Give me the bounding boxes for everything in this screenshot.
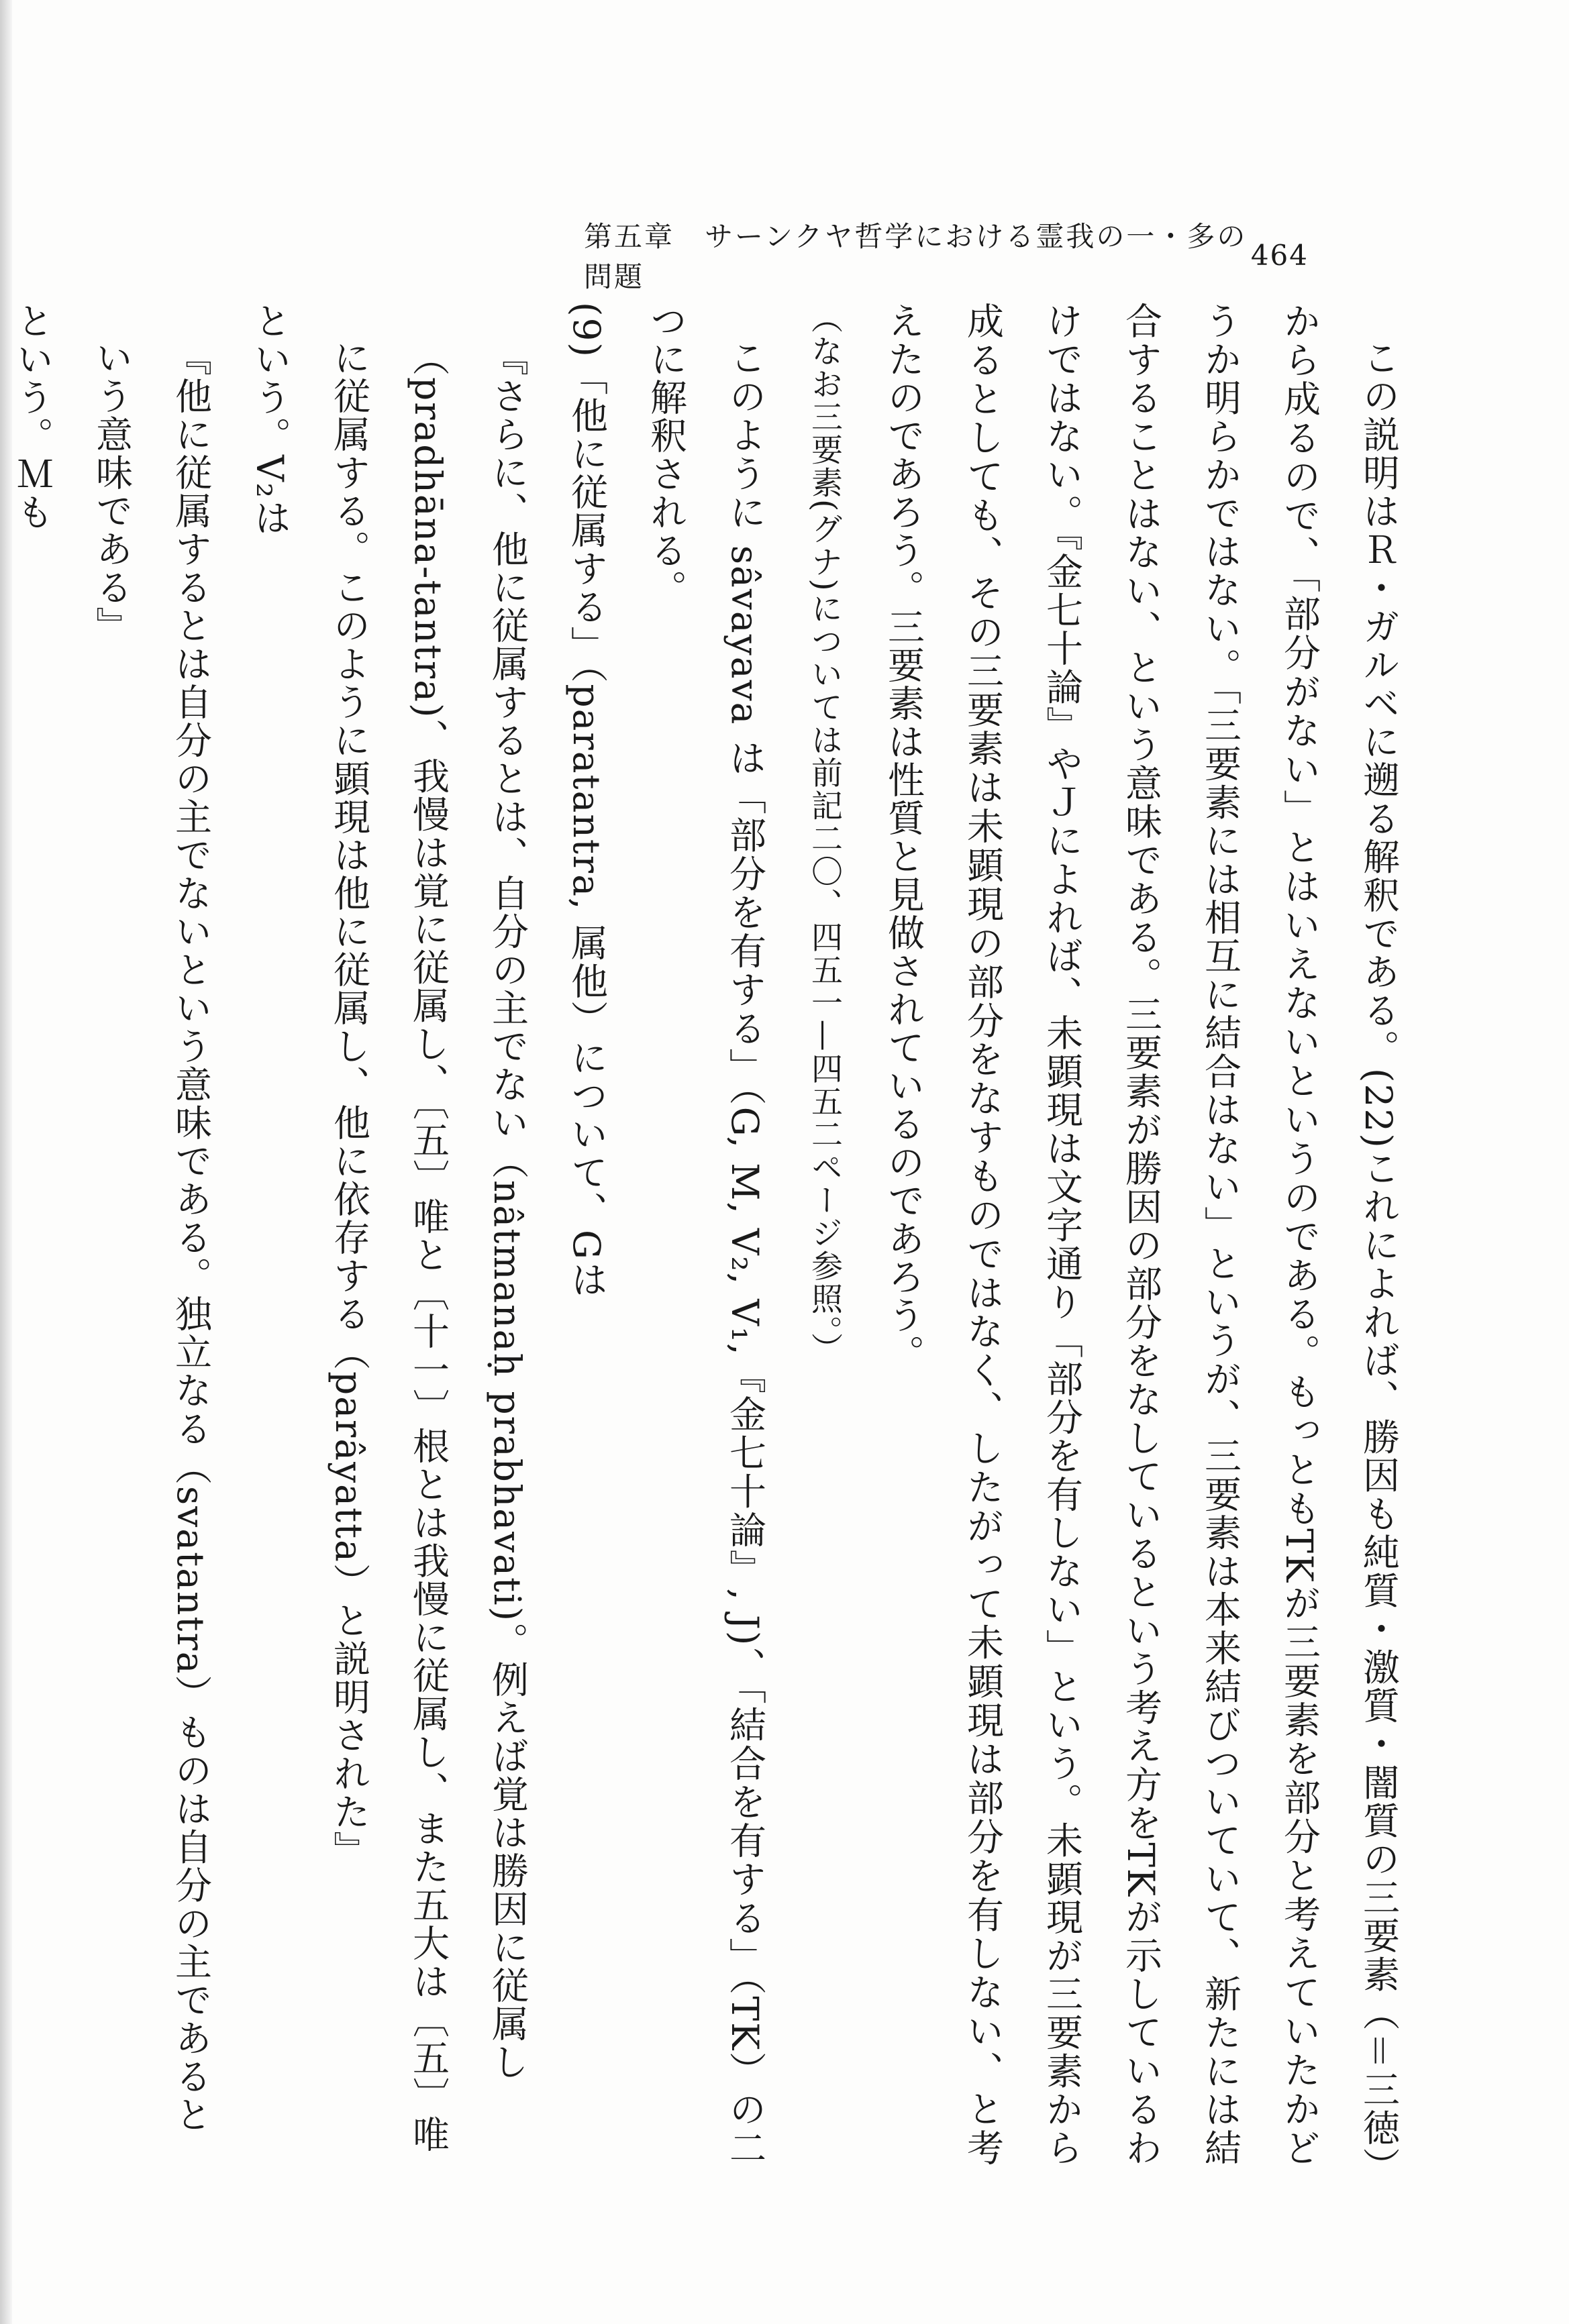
quote-v2: 『他に従属するとは自分の主でないという意味である。独立なる（svatantra）ものは自分の主であるという意味である』 (90, 339, 212, 2134)
item-9-paratantra: (9)「他に従属する」（paratantra, 属他）について、Gは (565, 302, 608, 1299)
intro-v2: という。V₂は (248, 302, 291, 537)
quote-g: 『さらに、他に従属するとは、自分の主でない（nâtmanaḥ prabhavati)。例えば覚は勝因に従属し（pradhāna-tantra)、我慢は覚に従属し、〔五〕唯と〔十一〕根とは我慢に従属し、また五大は〔五〕唯に従属する。このように顕現は他に従属し、他に依存する（parâyatta）と説明された』 (327, 339, 529, 2154)
page-number: 464 (1250, 238, 1309, 272)
paragraph-savayava-summary: このように sâvayava は「部分を有する」（G, M, V₂, V₁,『金七十論』, J)、「結合を有する」（TK）の二つに解釈される。 (644, 302, 766, 2167)
paragraph-garbe-interpretation: この説明はＲ・ガルベに遡る解釈である。(22)これによれば、勝因も純質・激質・闇質の三要素（＝三徳）から成るので、「部分がない」とはいえないというのである。もっともTKが三要素を部分と考えていたかどうか明らかではない。「三要素には相互に結合はない」というが、三要素は本来結びついていて、新たには結合することはない、という意味である。三要素が勝因の部分をなしているという考え方をTKが示しているわけではない。『金七十論』やＪによれば、未顕現は文字通り「部分を有しない」という。未顕現が三要素から成るとしても、その三要素は未顕現の部分をなすものではなく、したがって未顕現は部分を有しない、と考えたのであろう。三要素は性質と見做されているのであろう。 (882, 302, 1400, 2167)
paragraph-guna-note: （なお三要素(グナ)については前記二〇、四五一—四五二ページ参照。） (806, 302, 843, 1366)
running-header (584, 220, 1309, 293)
intro-m: という。Ｍも (11, 302, 54, 531)
chapter-title: 第五章 サーンクヤ哲学における霊我の一・多の問題 (584, 220, 1248, 293)
vertical-body-text (11, 302, 1418, 2167)
